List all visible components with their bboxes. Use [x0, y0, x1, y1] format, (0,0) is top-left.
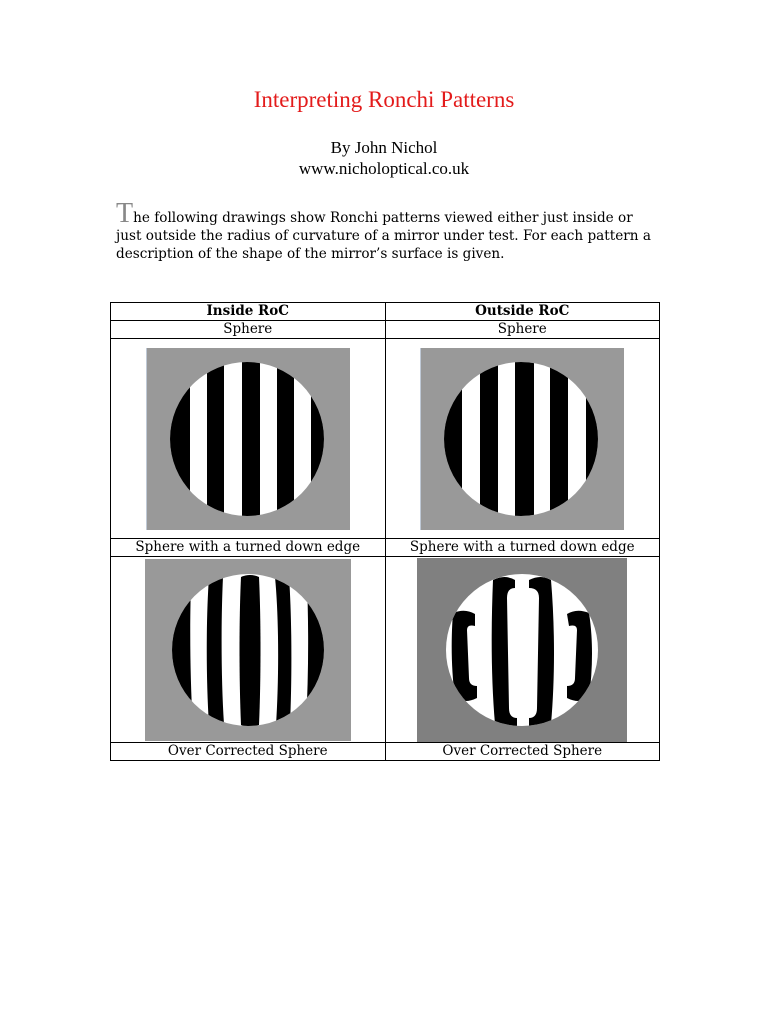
ronchi-pattern-table — [110, 302, 660, 761]
label-outside-turned-down-edge: Sphere with a turned down edge — [385, 539, 660, 557]
ronchi-sphere-inside-image — [146, 348, 350, 530]
author-line: By John Nichol — [330, 138, 438, 157]
table-header-row — [111, 303, 660, 321]
image-row-sphere — [111, 339, 660, 539]
label-row-turned-down-edge — [111, 539, 660, 557]
ronchi-sphere-outside-image — [420, 348, 624, 530]
document-title: Interpreting Ronchi Patterns — [253, 87, 515, 112]
website-link[interactable]: www.nicholoptical.co.uk — [298, 159, 470, 178]
intro-text: he following drawings show Ronchi patterns viewed either just inside or just outside the radius of curvature of a mirror under test. For each pattern a description of the shape of the mirror’s surface is given. — [116, 210, 651, 262]
label-inside-over-corrected: Over Corrected Sphere — [111, 743, 386, 761]
label-inside-turned-down-edge: Sphere with a turned down edge — [111, 539, 386, 557]
cell-inside-turned-down-edge — [111, 557, 386, 743]
image-row-turned-down-edge — [111, 557, 660, 743]
header-outside-roc: Outside RoC — [385, 303, 660, 321]
label-row-over-corrected — [111, 743, 660, 761]
label-inside-sphere: Sphere — [111, 321, 386, 339]
ronchi-turned-down-edge-inside-image — [145, 559, 351, 741]
label-outside-over-corrected: Over Corrected Sphere — [385, 743, 660, 761]
header-inside-roc: Inside RoC — [111, 303, 386, 321]
label-row-sphere — [111, 321, 660, 339]
cell-outside-sphere — [385, 339, 660, 539]
cell-outside-turned-down-edge — [385, 557, 660, 743]
ronchi-turned-down-edge-outside-image — [417, 558, 627, 742]
label-outside-sphere: Sphere — [385, 321, 660, 339]
drop-cap: T — [116, 198, 134, 229]
intro-paragraph — [116, 198, 656, 263]
cell-inside-sphere — [111, 339, 386, 539]
